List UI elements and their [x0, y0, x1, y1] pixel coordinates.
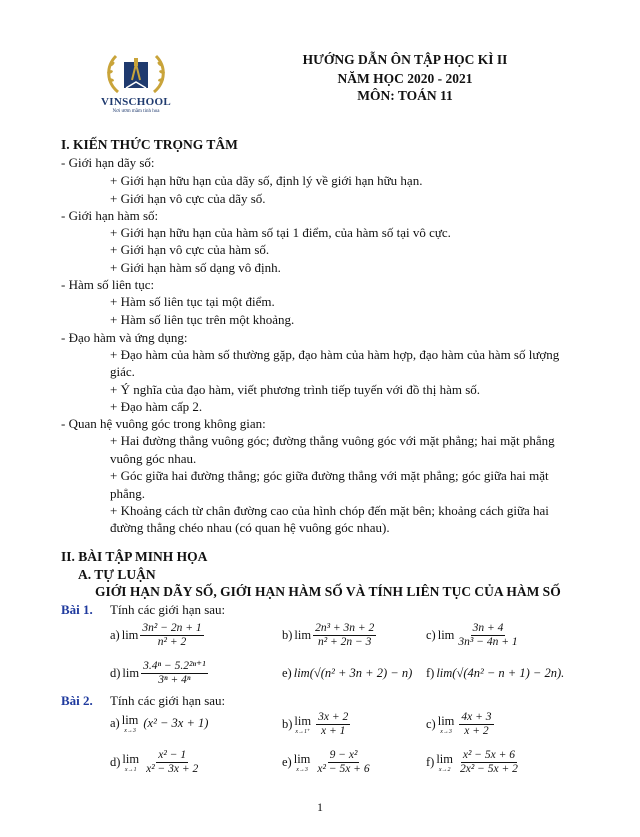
topic-line: + Giới hạn hữu hạn của hàm số tại 1 điểm, của hàm số tại vô cực.	[110, 225, 451, 240]
school-year: NĂM HỌC 2020 - 2021	[337, 71, 473, 86]
exercise-2d: d) lim x→1 $\frac{\text{x² − 1}}{\text{x² − 3x + 2}}$	[110, 749, 199, 775]
doc-title: HƯỚNG DẪN ÔN TẬP HỌC KÌ II	[302, 52, 508, 67]
topic-line: vuông góc nhau.	[110, 451, 197, 466]
logo-tagline: Nơi ươm mầm tinh hoa	[112, 109, 160, 114]
exercise-1f: f) lim(√(4n² − n + 1) − 2n).	[426, 666, 565, 680]
topic-line: - Đạo hàm và ứng dụng:	[61, 330, 188, 345]
logo-name: VINSCHOOL	[101, 96, 171, 108]
topic-line: + Đạo hàm của hàm số thường gặp, đạo hàm của hàm hợp, đạo hàm của hàm số lượng	[110, 347, 560, 362]
topic-line: + Hàm số liên tục tại một điểm.	[110, 294, 275, 309]
topic-line: + Giới hạn vô cực của hàm số.	[110, 242, 270, 257]
exercise-1c: c) lim $\frac{3n + 4}{\text{3n³ − 4n + 1}}$	[426, 622, 518, 648]
bai2-label: Bài 2.	[61, 693, 93, 708]
exercise-1d: d) lim $\frac{\text{3.4ⁿ − 5.2²ⁿ⁺¹}}{\text{3ⁿ + 4ⁿ}}$	[110, 660, 206, 686]
topic-heading: GIỚI HẠN DÃY SỐ, GIỚI HẠN HÀM SỐ VÀ TÍNH LIÊN TỤC CỦA HÀM SỐ	[95, 584, 561, 599]
topic-line: + Khoảng cách từ chân đường cao của hình chóp đến mặt bên; khoảng cách giữa hai	[110, 503, 549, 518]
topic-line: + Ý nghĩa của đạo hàm, viết phương trình tiếp tuyến với đồ thị hàm số.	[110, 382, 481, 397]
topic-line: + Góc giữa hai đường thẳng; góc giữa đường thẳng với mặt phẳng; góc giữa hai mặt	[110, 468, 549, 483]
topic-line: - Quan hệ vuông góc trong không gian:	[61, 416, 266, 431]
exercise-1e: e) lim(√(n² + 3n + 2) − n)	[282, 666, 413, 680]
topic-line: + Giới hạn hàm số dạng vô định.	[110, 260, 281, 275]
topic-line: giác.	[110, 364, 135, 379]
topic-line: - Hàm số liên tục:	[61, 277, 155, 292]
exercise-1a: a) lim $\frac{\text{3n² − 2n + 1}}{\text{n² + 2}}$	[110, 622, 202, 648]
topic-line: + Hai đường thẳng vuông góc; đường thẳng vuông góc với mặt phẳng; hai mặt phẳng	[110, 433, 555, 448]
topic-line: + Giới hạn hữu hạn của dãy số, định lý về giới hạn hữu hạn.	[110, 173, 423, 188]
topic-line: - Giới hạn dãy số:	[61, 155, 155, 170]
exercise-1b: b) lim $\frac{\text{2n³ + 3n + 2}}{\text{n² + 2n − 3}}$	[282, 622, 375, 648]
section2-heading: II. BÀI TẬP MINH HỌA	[61, 549, 208, 564]
exercise-2b: b) lim x→1⁺ $\frac{3x + 2}{x + 1}$	[282, 711, 349, 737]
bai1-label: Bài 1.	[61, 602, 93, 617]
subject: MÔN: TOÁN 11	[357, 88, 453, 103]
section1-heading: I. KIẾN THỨC TRỌNG TÂM	[61, 137, 238, 152]
exercise-2a: a) lim x→3 (x² − 3x + 1)	[110, 713, 209, 734]
topic-line: + Hàm số liên tục trên một khoảng.	[110, 312, 295, 327]
topic-line: đường thẳng chéo nhau (có quan hệ vuông góc nhau).	[110, 520, 390, 535]
topic-line: - Giới hạn hàm số:	[61, 208, 159, 223]
topic-line: phẳng.	[110, 486, 146, 501]
exercise-2f: f) lim x→2 $\frac{\text{x² − 5x + 6}}{\text{2x² − 5x + 2}}$	[426, 749, 518, 775]
page-number: 1	[317, 800, 323, 814]
exercise-2e: e) lim x→3 $\frac{\text{9 − x²}}{\text{x² − 5x + 6}}$	[282, 749, 370, 775]
exercise-2c: c) lim x→3 $\frac{4x + 3}{x + 2}$	[426, 711, 492, 737]
subsection-a: A. TỰ LUẬN	[78, 567, 156, 582]
topic-line: + Đạo hàm cấp 2.	[110, 399, 203, 414]
bai1-text: Tính các giới hạn sau:	[110, 602, 226, 617]
bai2-text: Tính các giới hạn sau:	[110, 693, 226, 708]
topic-line: + Giới hạn vô cực của dãy số.	[110, 191, 266, 206]
